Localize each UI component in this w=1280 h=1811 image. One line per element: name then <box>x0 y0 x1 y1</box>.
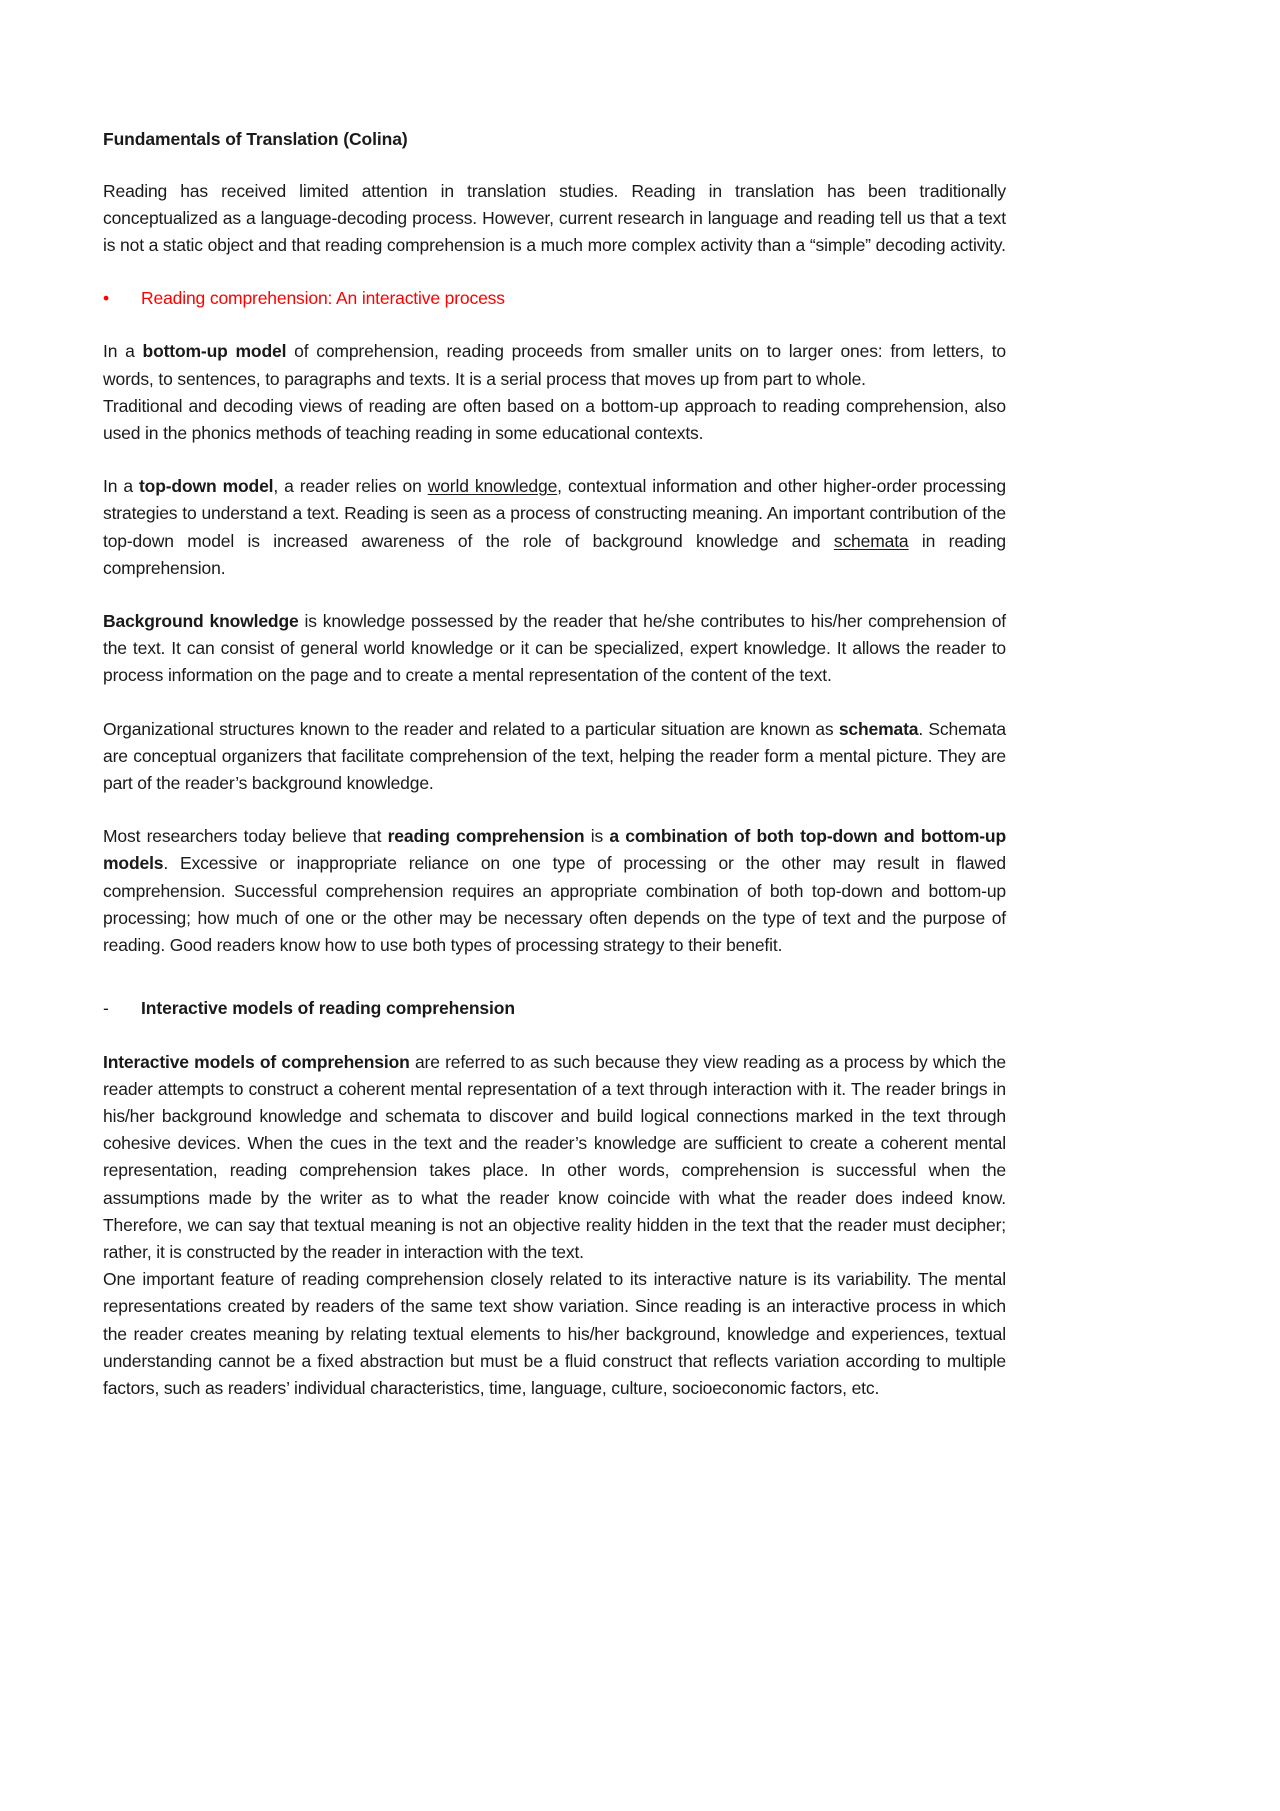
researchers-plain-1: Most researchers today believe that <box>103 826 388 847</box>
org-plain-2: . Schemata are conceptual organizers that facilitate comprehension of the text, helping the reader form a mental picture. They are part of the reader’s background knowledge. <box>103 718 1006 794</box>
world-knowledge-term: world knowledge <box>427 476 558 497</box>
interactive-models-label: Interactive models of reading comprehension <box>141 998 515 1019</box>
interactive-models-subheading <box>103 995 1006 1022</box>
background-knowledge-paragraph <box>103 608 1006 690</box>
schemata-term: schemata <box>833 530 909 551</box>
dash-bullet-icon: - <box>103 998 109 1019</box>
variability-paragraph: One important feature of reading comprehension closely related to its interactive nature is its variability. The mental representations created by readers of the same text show variation. Since reading is an interactive process in which the reader creates meaning by relating textual elements to his/her background, knowledge and experiences, textual understanding cannot be a fixed abstraction but must be a fluid construct that reflects variation according to multiple factors, such as readers’ individual characteristics, time, language, culture, socioeconomic factors, etc. <box>103 1269 1006 1398</box>
researchers-plain-3: . Excessive or inappropriate reliance on one type of processing or the other may result in flawed comprehension. Successful comprehension requires an appropriate combination of both top-down and bottom-up processing; how much of one or the other may be necessary often depends on the type of text and the purpose of reading. Good readers know how to use both types of processing strategy to their benefit. <box>103 853 1006 956</box>
bullet-icon: • <box>103 288 110 309</box>
top-down-plain-4: in reading comprehension. <box>103 530 1006 578</box>
red-bullet-label: Reading comprehension: An interactive process <box>141 288 505 309</box>
researchers-plain-2: is <box>584 826 610 847</box>
top-down-plain-1: In a <box>103 476 139 497</box>
most-researchers-paragraph <box>103 823 1006 959</box>
background-knowledge-rest: is knowledge possessed by the reader that he/she contributes to his/her comprehension of the text. It can consist of general world knowledge or it can be specialized, expert knowledge. It allows the reader to process information on the page and to create a mental representation of the content of the text. <box>103 611 1007 686</box>
bottom-up-rest: of comprehension, reading proceeds from smaller units on to larger ones: from letters, to words, to sentences, to paragraphs and texts. It is a serial process that moves up from part to whole. <box>103 341 1007 389</box>
section-spacer <box>103 985 1006 995</box>
combination-term: a combination of both top-down and bottom-up models <box>103 826 1007 874</box>
red-bullet-heading <box>103 285 1006 312</box>
org-plain-1: Organizational structures known to the reader and related to a particular situation are known as <box>103 718 839 739</box>
bottom-up-paragraph <box>103 338 1006 392</box>
interactive-models-paragraph <box>103 1049 1006 1267</box>
reading-comprehension-term: reading comprehension <box>387 826 585 847</box>
bottom-up-lead-plain: In a <box>103 341 143 362</box>
top-down-plain-3: , contextual information and other higher-order processing strategies to understand a text. Reading is seen as a process of constructing meaning. An important contribution of the top-down model is increased awareness of the role of background knowledge and <box>103 476 1006 551</box>
document-body <box>103 128 1006 1428</box>
intro-paragraph: Reading has received limited attention in translation studies. Reading in translation has been traditionally conceptualized as a language-decoding process. However, current research in language and reading tell us that a text is not a static object and that reading comprehension is a much more complex activity than a “simple” decoding activity. <box>103 180 1006 256</box>
traditional-decoding-paragraph: Traditional and decoding views of reading are often based on a bottom-up approach to reading comprehension, also used in the phonics methods of teaching reading in some educational contexts. <box>103 395 1006 444</box>
page-title: Fundamentals of Translation (Colina) <box>103 129 408 149</box>
organizational-structures-paragraph <box>103 716 1006 798</box>
interactive-models-rest: are referred to as such because they view reading as a process by which the reader attempts to construct a coherent mental representation of a text through interaction with it. The reader brings in his/her background knowledge and schemata to discover and build logical connections marked in the text through cohesive devices. When the cues in the text and the reader’s knowledge are sufficient to create a coherent mental representation, reading comprehension takes place. In other words, comprehension is successful when the assumptions made by the writer as to what the reader know coincide with what the reader does indeed know. Therefore, we can say that textual meaning is not an objective reality hidden in the text that the reader must decipher; rather, it is constructed by the reader in interaction with the text. <box>103 1051 1006 1262</box>
top-down-term: top-down model <box>139 476 274 497</box>
background-knowledge-term: Background knowledge <box>103 611 299 632</box>
bottom-up-term: bottom-up model <box>142 341 287 362</box>
schemata-bold-term: schemata <box>838 718 919 739</box>
interactive-models-term: Interactive models of comprehension <box>103 1051 410 1072</box>
top-down-plain-2: , a reader relies on <box>273 476 428 497</box>
top-down-paragraph <box>103 473 1006 582</box>
